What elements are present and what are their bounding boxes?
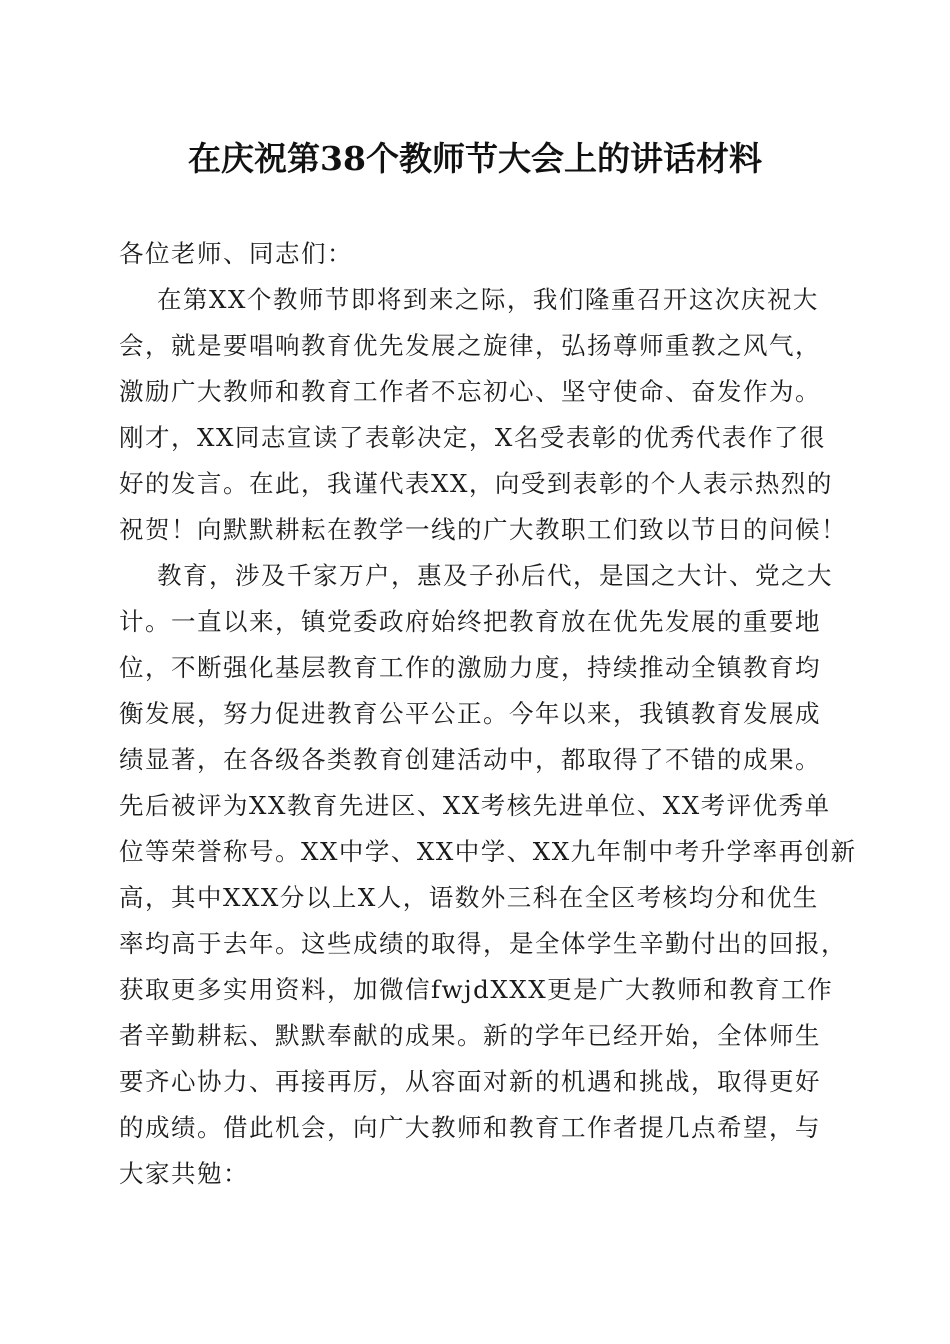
text-line: 祝贺！向默默耕耘在教学一线的广大教职工们致以节日的问候！ [119,515,847,544]
text-line: 刚才，XX同志宣读了表彰决定，X名受表彰的优秀代表作了很 [119,423,826,452]
text-line: 在第XX个教师节即将到来之际，我们隆重召开这次庆祝大 [157,285,819,314]
text-line: 好的发言。在此，我谨代表XX，向受到表彰的个人表示热烈的 [119,469,833,498]
text-line: 会，就是要唱响教育优先发展之旋律，弘扬尊师重教之风气， [119,331,821,360]
text-line: 位等荣誉称号。XX中学、XX中学、XX九年制中考升学率再创新 [119,837,857,866]
text-line: 计。一直以来，镇党委政府始终把教育放在优先发展的重要地 [119,607,821,636]
text-line: 获取更多实用资料，加微信fwjdXXX更是广大教师和教育工作 [119,975,834,1004]
text-line: 率均高于去年。这些成绩的取得，是全体学生辛勤付出的回报， [119,929,847,958]
text-line: 高，其中XXX分以上X人，语数外三科在全区考核均分和优生 [119,883,819,912]
paragraph-1 [119,277,847,553]
text-line: 位，不断强化基层教育工作的激励力度，持续推动全镇教育均 [119,653,821,682]
document-title: 在庆祝第38个教师节大会上的讲话材料 [188,139,762,178]
salutation: 各位老师、同志们： [119,239,353,268]
text-line: 者辛勤耕耘、默默奉献的成果。新的学年已经开始，全体师生 [119,1021,821,1050]
text-line: 衡发展，努力促进教育公平公正。今年以来，我镇教育发展成 [119,699,821,728]
text-line: 大家共勉： [119,1159,249,1188]
text-line: 要齐心协力、再接再厉，从容面对新的机遇和挑战，取得更好 [119,1067,821,1096]
text-line: 先后被评为XX教育先进区、XX考核先进单位、XX考评优秀单 [119,791,831,820]
text-line: 教育，涉及千家万户，惠及子孙后代，是国之大计、党之大 [157,561,833,590]
text-line: 绩显著，在各级各类教育创建活动中，都取得了不错的成果。 [119,745,821,774]
text-line: 的成绩。借此机会，向广大教师和教育工作者提几点希望，与 [119,1113,821,1142]
text-line: 激励广大教师和教育工作者不忘初心、坚守使命、奋发作为。 [119,377,821,406]
paragraph-2 [119,553,857,1197]
document-body [119,231,857,1197]
